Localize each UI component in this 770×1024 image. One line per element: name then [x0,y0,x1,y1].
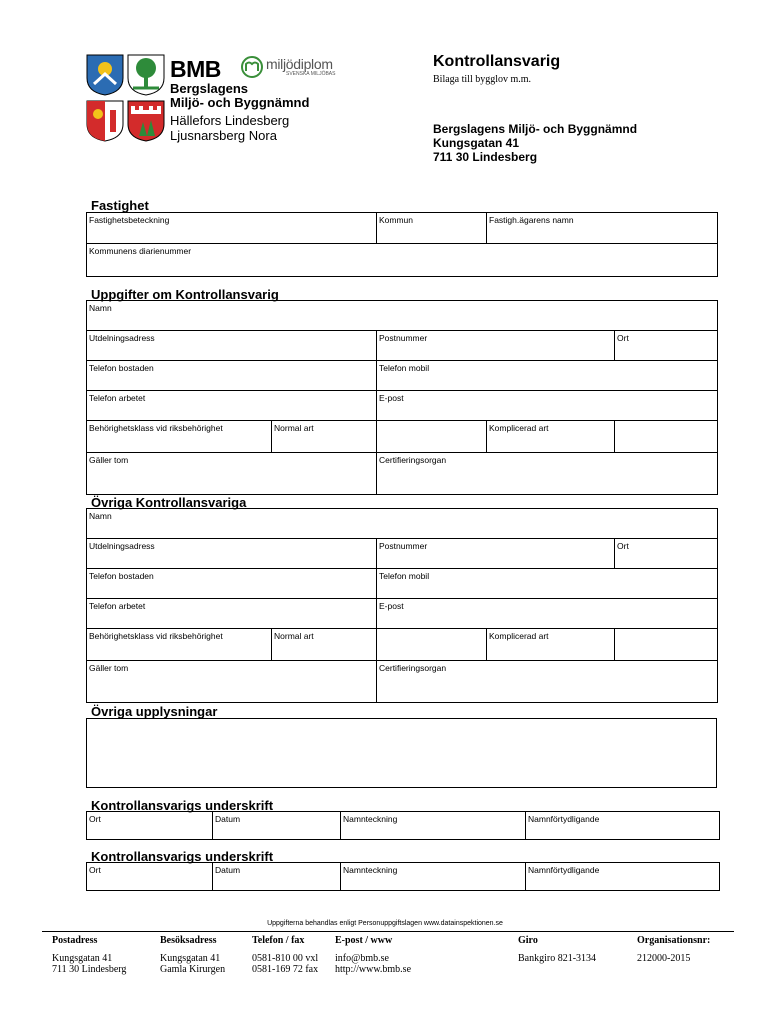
miljodiplom-icon [240,55,264,79]
ok-telefon-bostaden-field[interactable]: Telefon bostaden [87,569,377,599]
miljodiplom-logo [240,55,340,81]
kommun-field[interactable]: Kommun [377,213,487,244]
ka-certifieringsorgan-field[interactable]: Certifieringsorgan [377,453,718,495]
ka-utdelningsadress-field[interactable]: Utdelningsadress [87,331,377,361]
footer-org: 212000-2015 [637,953,691,964]
page-title: Kontrollansvarig [433,53,561,70]
footer-telefon: 0581-810 00 vxl 0581-169 72 fax [252,953,319,975]
upplysningar-field[interactable] [87,719,717,788]
privacy-note: Uppgifterna behandlas enligt Personuppgiftslagen www.datainspektionen.se [267,920,503,927]
ka-epost-field[interactable]: E-post [377,391,718,421]
page-subtitle: Bilaga till bygglov m.m. [433,74,532,85]
section-heading-kontrollansvarig: Uppgifter om Kontrollansvarig [91,287,279,302]
ka-ort-field[interactable]: Ort [615,331,718,361]
u1-namnfortydligande-field[interactable]: Namnförtydligande [526,812,720,840]
ok-komplicerad-art-field[interactable] [615,629,718,661]
brand-logo: BMB [170,56,221,82]
footer-besoksadress: Kungsgatan 41 Gamla Kirurgen [160,953,226,975]
miljodiplom-text: miljödiplom [266,56,333,72]
fastighetsbeteckning-field[interactable]: Fastighetsbeteckning [87,213,377,244]
u2-ort-field[interactable]: Ort [87,863,213,891]
nora-crest-icon [127,100,165,142]
underskrift-2-table [86,862,720,891]
organization-name: Bergslagens Miljö- och Byggnämnd [170,81,310,110]
kontrollansvarig-table [86,300,718,495]
fastighet-table [86,212,718,277]
hallefors-crest-icon [86,54,124,96]
footer-web-link[interactable]: http://www.bmb.se [335,964,412,975]
ka-behorighetsklass-label: Behörighetsklass vid riksbehörighet [87,421,272,453]
section-heading-ovriga: Övriga Kontrollansvariga [91,495,247,510]
ok-namn-field[interactable]: Namn [87,509,718,539]
ka-normal-art-label: Normal art [272,421,377,453]
ka-postnummer-field[interactable]: Postnummer [377,331,615,361]
ok-postnummer-field[interactable]: Postnummer [377,539,615,569]
footer-org-heading: Organisationsnr: [637,935,711,946]
section-heading-underskrift-2: Kontrollansvarigs underskrift [91,849,274,864]
ok-utdelningsadress-field[interactable]: Utdelningsadress [87,539,377,569]
ka-telefon-bostaden-field[interactable]: Telefon bostaden [87,361,377,391]
upplysningar-table [86,718,717,788]
ka-telefon-mobil-field[interactable]: Telefon mobil [377,361,718,391]
footer-epost [335,953,411,975]
footer-giro-heading: Giro [518,935,538,946]
ka-namn-field[interactable]: Namn [87,301,718,331]
ok-telefon-mobil-field[interactable]: Telefon mobil [377,569,718,599]
section-heading-upplysningar: Övriga upplysningar [91,704,218,719]
footer-divider [42,931,734,932]
agare-field[interactable]: Fastigh.ägarens namn [487,213,718,244]
u2-namnfortydligande-field[interactable]: Namnförtydligande [526,863,720,891]
ka-galler-tom-field[interactable]: Gäller tom [87,453,377,495]
u1-datum-field[interactable]: Datum [213,812,341,840]
member-towns: Hällefors Lindesberg Ljusnarsberg Nora [170,113,290,143]
ka-normal-art-field[interactable] [377,421,487,453]
lindesberg-crest-icon [127,54,165,96]
ok-certifieringsorgan-field[interactable]: Certifieringsorgan [377,661,718,703]
ok-telefon-arbetet-field[interactable]: Telefon arbetet [87,599,377,629]
u2-namnteckning-field[interactable]: Namnteckning [341,863,526,891]
ok-normal-art-field[interactable] [377,629,487,661]
footer-epost-heading: E-post / www [335,935,393,946]
recipient-address: Bergslagens Miljö- och Byggnämnd Kungsgatan 41 711 30 Lindesberg [433,122,638,164]
ljusnarsberg-crest-icon [86,100,124,142]
section-heading-fastighet: Fastighet [91,198,149,213]
underskrift-1-table [86,811,720,840]
footer-giro: Bankgiro 821-3134 [518,953,597,964]
ka-komplicerad-art-label: Komplicerad art [487,421,615,453]
footer-email-link[interactable]: info@bmb.se [335,953,389,964]
diarienummer-field[interactable]: Kommunens diarienummer [87,244,718,277]
footer-besoksadress-heading: Besöksadress [160,935,217,946]
footer-postadress: Kungsgatan 41 711 30 Lindesberg [52,953,127,975]
ok-behorighetsklass-label: Behörighetsklass vid riksbehörighet [87,629,272,661]
ok-epost-field[interactable]: E-post [377,599,718,629]
municipality-crests [86,54,166,144]
ovriga-table [86,508,718,703]
ok-ort-field[interactable]: Ort [615,539,718,569]
ka-komplicerad-art-field[interactable] [615,421,718,453]
footer-telefon-heading: Telefon / fax [252,935,305,946]
u2-datum-field[interactable]: Datum [213,863,341,891]
ok-komplicerad-art-label: Komplicerad art [487,629,615,661]
u1-namnteckning-field[interactable]: Namnteckning [341,812,526,840]
ok-normal-art-label: Normal art [272,629,377,661]
miljodiplom-subtext: SVENSKA MILJÖBAS [286,71,336,77]
section-heading-underskrift-1: Kontrollansvarigs underskrift [91,798,274,813]
footer-postadress-heading: Postadress [52,935,98,946]
u1-ort-field[interactable]: Ort [87,812,213,840]
ok-galler-tom-field[interactable]: Gäller tom [87,661,377,703]
ka-telefon-arbetet-field[interactable]: Telefon arbetet [87,391,377,421]
